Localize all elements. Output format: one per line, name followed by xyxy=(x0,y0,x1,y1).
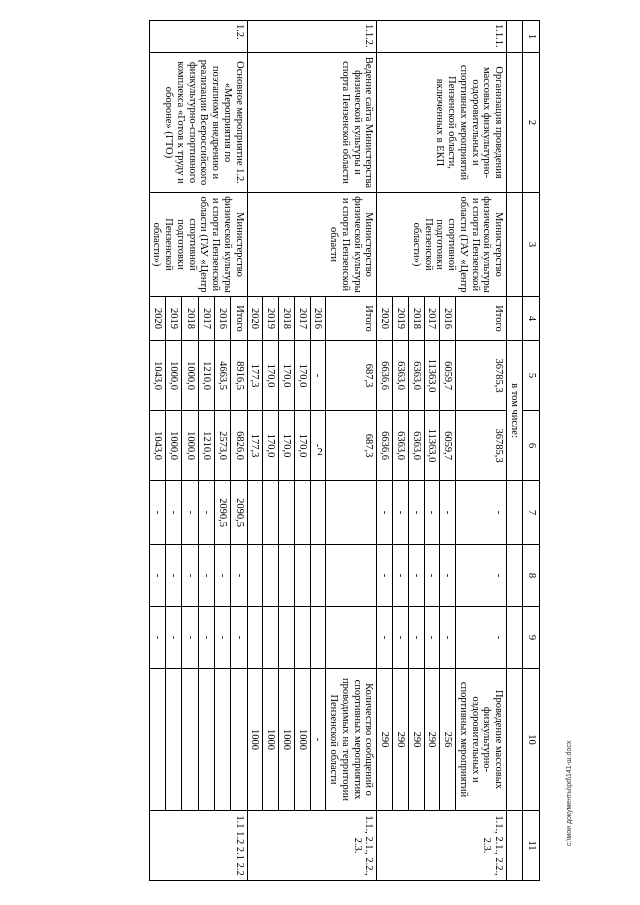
year-cell: 2016 xyxy=(310,297,326,341)
column-number: 4 xyxy=(523,297,540,341)
total-funding-cell: 36785,3 xyxy=(456,341,507,411)
total-funding-cell: 1210,0 xyxy=(198,341,214,411)
year-cell: 2019 xyxy=(393,297,409,341)
extrabudget-cell: - xyxy=(198,607,214,669)
task-links: 1.1., 2.1., 2.2., 2.3. xyxy=(377,811,507,881)
indicator-value xyxy=(198,669,214,811)
federal-budget-cell: 2090,5 xyxy=(215,481,231,545)
extrabudget-cell: - xyxy=(231,607,247,669)
total-funding-cell: 170,0 xyxy=(279,341,295,411)
activity-name: Организация проведения массовых физкультурно-оздоровительных и спортивных мероприятий Пензенской области, включенных в ЕКП xyxy=(377,53,507,193)
local-budget-cell xyxy=(310,545,326,607)
indicator-name: Количество сообщений о спортивных мероприятиях проводимых на территории Пензенской области xyxy=(326,669,377,811)
extrabudget-cell xyxy=(326,607,377,669)
program-table xyxy=(149,20,540,881)
year-cell: 2017 xyxy=(198,297,214,341)
year-cell: Итого xyxy=(231,297,247,341)
total-funding-cell: 1000,0 xyxy=(182,341,198,411)
year-cell: Итого xyxy=(326,297,377,341)
regional-budget-cell: 6059,7 xyxy=(440,411,456,481)
column-number: 6 xyxy=(523,411,540,481)
extrabudget-cell xyxy=(295,607,311,669)
year-cell: 2018 xyxy=(409,297,425,341)
indicator-name: Проведение массовых физкультурно-оздоровительных и спортивных мероприятий xyxy=(456,669,507,811)
regional-budget-cell: 6363,0 xyxy=(409,411,425,481)
federal-budget-cell: - xyxy=(456,481,507,545)
activity-name: Ведение сайта Министерства физической культуры и спорта Пензенской области xyxy=(247,53,377,193)
extrabudget-cell: - xyxy=(182,607,198,669)
extrabudget-cell: - xyxy=(166,607,182,669)
regional-budget-cell: 1000,0 xyxy=(166,411,182,481)
column-number: 7 xyxy=(523,481,540,545)
task-links: 1.1., 2.1., 2.2., 2.3. xyxy=(247,811,377,881)
activity-number: 1.1.2. xyxy=(247,21,377,53)
extrabudget-cell: - xyxy=(424,607,440,669)
extrabudget-cell xyxy=(247,607,263,669)
page-number: 2 xyxy=(317,446,323,458)
local-budget-cell: - xyxy=(377,545,393,607)
local-budget-cell: - xyxy=(149,545,165,607)
extrabudget-cell xyxy=(263,607,279,669)
indicator-value: 290 xyxy=(424,669,440,811)
local-budget-cell: - xyxy=(409,545,425,607)
extrabudget-cell: - xyxy=(149,607,165,669)
regional-budget-cell: 170,0 xyxy=(279,411,295,481)
indicator-value: 1000 xyxy=(247,669,263,811)
column-number: 9 xyxy=(523,607,540,669)
federal-budget-cell xyxy=(326,481,377,545)
extrabudget-cell: - xyxy=(393,607,409,669)
total-funding-cell: 6059,7 xyxy=(440,341,456,411)
activity-executor: Министерство физической культуры и спорта Пензенской области (ГАУ «Центр спортивной подготовки Пензенской области») xyxy=(377,193,507,297)
table-body xyxy=(149,21,539,881)
federal-budget-cell xyxy=(310,481,326,545)
total-funding-cell: 6363,0 xyxy=(393,341,409,411)
federal-budget-cell: 2090,5 xyxy=(231,481,247,545)
year-cell: 2020 xyxy=(247,297,263,341)
indicator-value: 256 xyxy=(440,669,456,811)
regional-budget-cell: 6636,6 xyxy=(377,411,393,481)
regional-budget-cell: 11363,0 xyxy=(424,411,440,481)
total-funding-cell: 11363,0 xyxy=(424,341,440,411)
total-funding-cell: - xyxy=(310,341,326,411)
extrabudget-cell xyxy=(310,607,326,669)
extrabudget-cell: - xyxy=(409,607,425,669)
local-budget-cell: - xyxy=(215,545,231,607)
year-cell: 2016 xyxy=(215,297,231,341)
year-cell: 2020 xyxy=(377,297,393,341)
federal-budget-cell: - xyxy=(377,481,393,545)
federal-budget-cell: - xyxy=(166,481,182,545)
regional-budget-cell: 170,0 xyxy=(263,411,279,481)
federal-budget-cell: - xyxy=(409,481,425,545)
regional-budget-cell: 6363,0 xyxy=(393,411,409,481)
year-cell: 2019 xyxy=(263,297,279,341)
column-number: 10 xyxy=(523,669,540,811)
federal-budget-cell: - xyxy=(182,481,198,545)
local-budget-cell xyxy=(295,545,311,607)
extrabudget-cell: - xyxy=(440,607,456,669)
regional-budget-cell: 1043,0 xyxy=(149,411,165,481)
regional-budget-cell: 6826,0 xyxy=(231,411,247,481)
column-number: 3 xyxy=(523,193,540,297)
year-cell: 2018 xyxy=(182,297,198,341)
activity-number: 1.2. xyxy=(149,21,247,53)
extrabudget-cell: - xyxy=(215,607,231,669)
local-budget-cell: - xyxy=(166,545,182,607)
total-funding-cell: 6636,6 xyxy=(377,341,393,411)
year-cell: 2019 xyxy=(166,297,182,341)
activity-total-row xyxy=(231,21,247,881)
indicator-value: 290 xyxy=(409,669,425,811)
total-funding-cell: 1000,0 xyxy=(166,341,182,411)
year-cell: 2020 xyxy=(149,297,165,341)
footer-file-path: c:\мои документы\pd\141-ш.docx xyxy=(566,740,573,846)
task-links: 1.1 1.2 2.1 2.2 xyxy=(149,811,247,881)
federal-budget-cell: - xyxy=(424,481,440,545)
column-number: 8 xyxy=(523,545,540,607)
local-budget-cell: - xyxy=(182,545,198,607)
extrabudget-cell: - xyxy=(377,607,393,669)
indicator-value: 1000 xyxy=(279,669,295,811)
federal-budget-cell: - xyxy=(198,481,214,545)
regional-budget-cell: 1210,0 xyxy=(198,411,214,481)
local-budget-cell: - xyxy=(393,545,409,607)
activity-executor: Министерство физической культуры и спорта Пензенской области (ГАУ «Центр спортивной подготовки Пензенской области») xyxy=(149,193,247,297)
indicator-value: 1000 xyxy=(295,669,311,811)
total-funding-cell: 1043,0 xyxy=(149,341,165,411)
federal-budget-cell: - xyxy=(440,481,456,545)
regional-budget-cell: 2573,0 xyxy=(215,411,231,481)
rotated-table-container xyxy=(60,20,540,880)
local-budget-cell xyxy=(326,545,377,607)
local-budget-cell: - xyxy=(456,545,507,607)
local-budget-cell: - xyxy=(231,545,247,607)
federal-budget-cell xyxy=(263,481,279,545)
local-budget-cell: - xyxy=(440,545,456,607)
federal-budget-cell xyxy=(247,481,263,545)
extrabudget-cell xyxy=(279,607,295,669)
regional-budget-cell: 36785,3 xyxy=(456,411,507,481)
subheader-row xyxy=(507,21,523,881)
column-number: 5 xyxy=(523,341,540,411)
local-budget-cell xyxy=(247,545,263,607)
indicator-value xyxy=(149,669,165,811)
year-cell: 2018 xyxy=(279,297,295,341)
local-budget-cell xyxy=(279,545,295,607)
indicator-value: - xyxy=(310,669,326,811)
total-funding-cell: 6363,0 xyxy=(409,341,425,411)
regional-budget-cell: 1000,0 xyxy=(182,411,198,481)
local-budget-cell xyxy=(263,545,279,607)
activity-number: 1.1.1. xyxy=(377,21,507,53)
federal-budget-cell: - xyxy=(393,481,409,545)
year-cell: Итого xyxy=(456,297,507,341)
regional-budget-cell: 170,0 xyxy=(295,411,311,481)
regional-budget-cell: 177,3 xyxy=(247,411,263,481)
activity-total-row xyxy=(456,21,507,881)
activity-total-row xyxy=(326,21,377,881)
regional-budget-cell: - xyxy=(310,411,326,481)
indicator-value: 290 xyxy=(377,669,393,811)
activity-name: Основное мероприятие 1.2. «Мероприятия по поэтапному внедрению и реализации Всероссийского физкультурно-спортивного комплекса «Готов к труду и обороне» (ГТО) xyxy=(149,53,247,193)
indicator-value: 1000 xyxy=(263,669,279,811)
regional-budget-cell: 687,3 xyxy=(326,411,377,481)
indicator-value xyxy=(182,669,198,811)
local-budget-cell: - xyxy=(424,545,440,607)
total-funding-cell: 4663,5 xyxy=(215,341,231,411)
federal-budget-cell xyxy=(295,481,311,545)
indicator-value xyxy=(215,669,231,811)
indicator-value: 290 xyxy=(393,669,409,811)
column-number: 2 xyxy=(523,53,540,193)
local-budget-cell: - xyxy=(198,545,214,607)
total-funding-cell: 687,3 xyxy=(326,341,377,411)
year-cell: 2016 xyxy=(440,297,456,341)
total-funding-cell: 8916,5 xyxy=(231,341,247,411)
federal-budget-cell xyxy=(279,481,295,545)
indicator-value xyxy=(231,669,247,811)
year-cell: 2017 xyxy=(295,297,311,341)
subheader-label: в том числе: xyxy=(507,341,523,481)
column-number: 11 xyxy=(523,811,540,881)
activity-executor: Министерство физической культуры и спорта Пензенской области xyxy=(247,193,377,297)
column-number-row xyxy=(523,21,540,881)
indicator-value xyxy=(166,669,182,811)
total-funding-cell: 170,0 xyxy=(295,341,311,411)
total-funding-cell: 177,3 xyxy=(247,341,263,411)
total-funding-cell: 170,0 xyxy=(263,341,279,411)
column-number: 1 xyxy=(523,21,540,53)
year-cell: 2017 xyxy=(424,297,440,341)
federal-budget-cell: - xyxy=(149,481,165,545)
extrabudget-cell: - xyxy=(456,607,507,669)
